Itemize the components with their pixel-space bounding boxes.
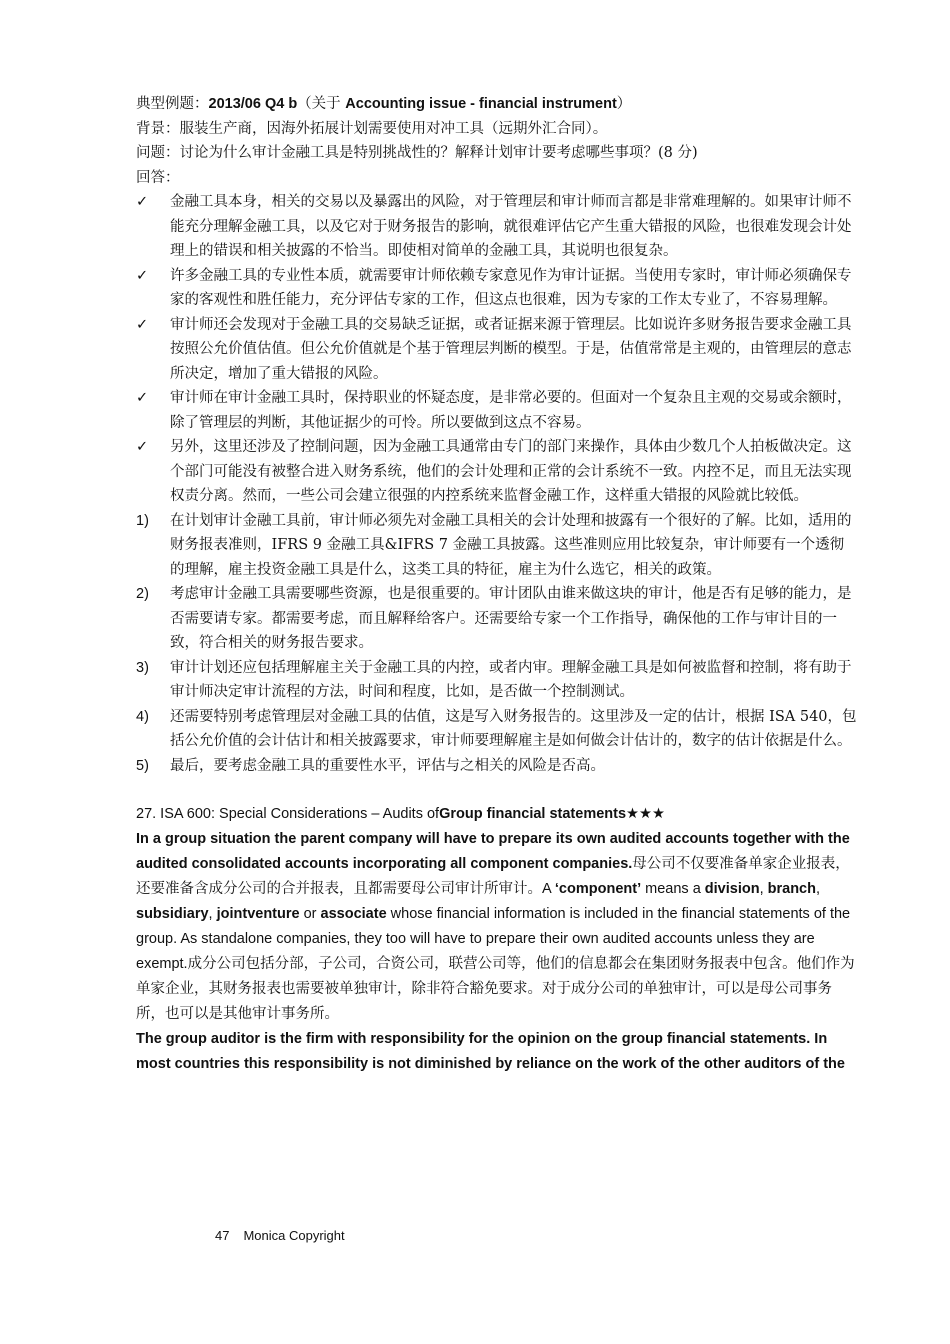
item-number: 3) xyxy=(136,659,149,676)
checkmark-icon: ✓ xyxy=(136,316,149,333)
example-code: 2013/06 Q4 b xyxy=(208,96,298,112)
para1-bold: In a group situation the parent company will have to prepare its own audited accounts together with the audited consolidated accounts incorporating all component companies. xyxy=(136,831,850,872)
numbered-list xyxy=(136,509,858,779)
term-subsidiary: subsidiary xyxy=(136,906,209,922)
section-paragraph-1 xyxy=(136,827,858,1027)
checkmark-icon: ✓ xyxy=(136,390,149,406)
example-topic-close: ） xyxy=(616,96,632,112)
numbered-item xyxy=(136,656,858,705)
para1-comma: , xyxy=(759,881,768,897)
term-associate: associate xyxy=(320,906,387,922)
numbered-item xyxy=(136,582,858,656)
example-topic: Accounting issue - financial instrument xyxy=(345,96,617,112)
page-footer xyxy=(215,1228,359,1243)
item-number: 2) xyxy=(136,586,149,602)
check-item-text: 另外，这里还涉及了控制问题，因为金融工具通常由专门的部门来操作，具体由少数几个人拍板做决定。这个部门可能没有被整合进入财务系统，他们的会计处理和正常的会计系统不一致。内控不足，而且无法实现权责分离。然而，一些公司会建立很强的内控系统来监督金融工作，这样重大错报的风险就比较低。 xyxy=(170,439,852,504)
section-heading xyxy=(136,802,858,827)
para1-means: means a xyxy=(641,881,705,897)
numbered-item-text: 还需要特别考虑管理层对金融工具的估值，这是写入财务报告的。这里涉及一定的估计，根据 ISA 540，包括公允价值的会计估计和相关披露要求，审计师要理解雇主是如何做会计估计的，数字的估计依据是什么。 xyxy=(170,708,857,749)
item-number: 5) xyxy=(136,757,149,774)
section-heading-bold: Group financial statements xyxy=(439,806,627,822)
numbered-item-text: 审计计划还应包括理解雇主关于金融工具的内控，或者内审。理解金融工具是如何被监督和控制，将有助于审计师决定审计流程的方法，时间和程度，比如，是否做一个控制测试。 xyxy=(170,659,852,700)
section-spacer xyxy=(136,778,858,802)
check-item-text: 金融工具本身，相关的交易以及暴露出的风险，对于管理层和审计师而言都是非常难理解的。如果审计师不能充分理解金融工具，以及它对于财务报告的影响，就很难评估它产生重大错报的风险，也很难发现会计处理上的错误和相关披露的不恰当。即使相对简单的金融工具，其说明也很复杂。 xyxy=(170,194,852,259)
numbered-item-text: 在计划审计金融工具前，审计师必须先对金融工具相关的会计处理和披露有一个很好的了解。比如，适用的财务报表准则，IFRS 9 金融工具&IFRS 7 金融工具披露。这些准则应用比较复杂，审计师要有一个透彻的理解，雇主投资金融工具是什么，这类工具的特征，雇主为什么选它，相关的政策。 xyxy=(170,512,852,578)
check-list xyxy=(136,190,858,509)
check-item xyxy=(136,386,858,435)
page-content xyxy=(136,92,858,1077)
check-item xyxy=(136,264,858,313)
para1-cn2: 成分公司包括分部，子公司，合资公司，联营公司等，他们的信息都会在集团财务报表中包含。他们作为单家企业，其财务报表也需要被单独审计，除非符合豁免要求。对于成分公司的单独审计，可以是母公司事务所，也可以是其他审计事务所。 xyxy=(136,956,855,1022)
check-item-text: 审计师还会发现对于金融工具的交易缺乏证据，或者证据来源于管理层。比如说许多财务报告要求金融工具按照公允价值估值。但公允价值就是个基于管理层判断的模型。于是，估值常常是主观的，由管理层的意志所决定，增加了重大错报的风险。 xyxy=(170,316,852,382)
page-number: 47 xyxy=(215,1228,230,1243)
numbered-item xyxy=(136,705,858,754)
numbered-item-text: 考虑审计金融工具需要哪些资源，也是很重要的。审计团队由谁来做这块的审计，他是否有足够的能力，是否需要请专家。都需要考虑，而且解释给客户。还需要给专家一个工作指导，确保他的工作与审计目的一致，符合相关的财务报告要求。 xyxy=(170,586,852,651)
section-paragraph-2: The group auditor is the firm with responsibility for the opinion on the group financial statements. In most countries this responsibility is not diminished by reliance on the work of the other auditors of the xyxy=(136,1031,845,1072)
term-branch: branch xyxy=(767,881,816,897)
item-number: 4) xyxy=(136,708,149,725)
numbered-item-text: 最后，要考虑金融工具的重要性水平，评估与之相关的风险是否高。 xyxy=(170,757,605,774)
star-rating-icon: ★★★ xyxy=(626,806,666,822)
example-topic-open: （关于 xyxy=(297,96,346,112)
para1-a: A xyxy=(542,881,555,897)
example-heading xyxy=(136,92,858,117)
section-27 xyxy=(136,802,858,1077)
numbered-item xyxy=(136,509,858,583)
example-label: 典型例题： xyxy=(136,96,209,112)
answer-label: 回答： xyxy=(136,169,180,186)
item-number: 1) xyxy=(136,512,149,529)
check-item xyxy=(136,435,858,509)
check-item-text: 审计师在审计金融工具时，保持职业的怀疑态度，是非常必要的。但面对一个复杂且主观的交易或余额时，除了管理层的判断，其他证据少的可怜。所以要做到这点不容易。 xyxy=(170,390,852,431)
term-jointventure: jointventure xyxy=(216,906,300,922)
checkmark-icon: ✓ xyxy=(136,267,149,284)
copyright-text: Monica Copyright xyxy=(243,1228,345,1243)
check-item xyxy=(136,313,858,387)
term-component: ‘component’ xyxy=(554,881,642,897)
background-line: 背景：服装生产商，因海外拓展计划需要使用对冲工具（远期外汇合同）。 xyxy=(136,120,608,137)
check-item xyxy=(136,190,858,264)
para1-comma: , xyxy=(208,906,217,922)
numbered-item xyxy=(136,754,858,779)
checkmark-icon: ✓ xyxy=(136,194,149,210)
term-division: division xyxy=(704,881,760,897)
para1-cn: 母公司不仅要准备单家企业报表，还要准备含成分公司的合并报表，且都需要母公司审计所审计。 xyxy=(136,856,850,897)
check-item-text: 许多金融工具的专业性本质，就需要审计师依赖专家意见作为审计证据。当使用专家时，审计师必须确保专家的客观性和胜任能力，充分评估专家的工作，但这点也很难，因为专家的工作太专业了，不容易理解。 xyxy=(170,267,852,308)
checkmark-icon: ✓ xyxy=(136,439,149,455)
section-heading-prefix: 27. ISA 600: Special Considerations – Audits of xyxy=(136,806,440,822)
para1-or: or xyxy=(299,906,321,922)
question-line: 问题：讨论为什么审计金融工具是特别挑战性的？解释计划审计要考虑哪些事项？(8 分) xyxy=(136,145,698,161)
para1-comma: , xyxy=(815,881,821,897)
para1-rest: whose financial information is included in the financial statements of the group. As standalone companies, they too will have to prepare their own audited accounts unless they are exempt. xyxy=(136,906,851,972)
